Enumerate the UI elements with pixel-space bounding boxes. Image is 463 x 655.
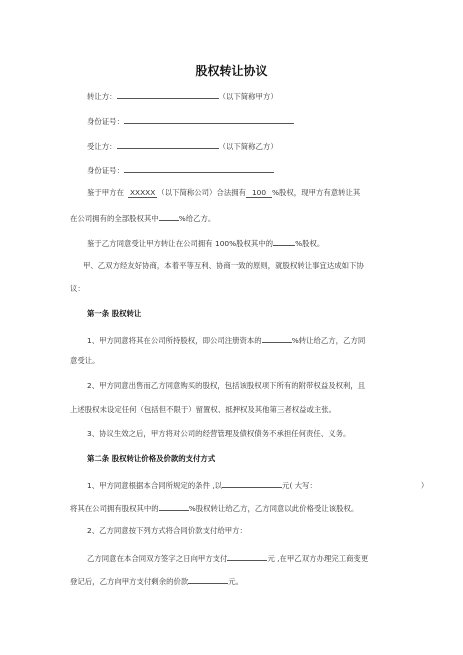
recital3-line2: 议： [70, 284, 85, 293]
company-name: XXXXX [129, 188, 156, 197]
article1-clause2-line2: 上述股权未设定任何（包括但不限于）留置权、抵押权及其他第三者权益或主张。 [70, 405, 337, 414]
document-title: 股权转让协议 [195, 64, 268, 78]
article2-clause3-line1: 乙方同意在本合同双方签字之日向甲方支付 元 ,在甲乙双方办理完工商变更 [87, 551, 427, 564]
article1-heading: 第一条 股权转让 [87, 309, 142, 318]
article2-clause3-line2: 登记后，乙方向甲方支付剩余的价款 元。 [70, 574, 410, 587]
transferee-line [87, 139, 427, 152]
article1-clause1-line2: 意受让。 [70, 356, 100, 365]
id2-blank[interactable] [124, 163, 274, 173]
id2-label: 身份证号： [87, 166, 124, 175]
transferor-label: 转让方： [87, 92, 117, 101]
recital1-line2: 在公司拥有的全部股权其中 %给乙方。 [70, 211, 410, 224]
transferor-suffix: （以下简称甲方） [218, 92, 278, 101]
id2-line [87, 163, 427, 176]
recital3-line1: 甲、乙双方经友好协商，本着平等互利、协商一致的原则，就股权转让事宜达成如下协 [83, 261, 364, 270]
transferee-blank[interactable] [117, 139, 219, 149]
recital2-line: 鉴于乙方同意受让甲方转让在公司拥有 100%股权其中的 %股权。 [87, 236, 427, 249]
id1-blank[interactable] [124, 114, 294, 124]
transferee-label: 受让方： [87, 142, 117, 151]
article2-clause2: 2、乙方同意按下列方式将合同价款支付给甲方： [87, 526, 247, 535]
article2-heading: 第二条 股权转让价格及价款的支付方式 [87, 454, 216, 463]
price-blank[interactable] [222, 478, 282, 488]
article1-clause1-line1: 1、甲方同意将其在公司所持股权，即公司注册资本的 %转让给乙方，乙方同 [87, 333, 427, 346]
id1-label: 身份证号： [87, 117, 124, 126]
article1-clause2-line1: 2、甲方同意出售而乙方同意购买的股权，包括该股权项下所有的附带权益及权利，且 [87, 381, 366, 390]
recital1-blank[interactable] [159, 211, 179, 221]
article1-clause3: 3、协议生效之后，甲方将对公司的经营管理及债权债务不承担任何责任、义务。 [87, 429, 351, 438]
transferee-suffix: （以下简称乙方） [218, 142, 278, 151]
transferor-line [87, 89, 427, 102]
recital2-blank[interactable] [273, 236, 295, 246]
transferor-blank[interactable] [117, 89, 219, 99]
article2-clause1-line1: 1、甲方同意根据本合同所规定的条件 ,以 元( 大写： ） [87, 478, 427, 491]
id1-line [87, 114, 427, 127]
article1-percent-blank[interactable] [262, 333, 292, 343]
article2-percent-blank[interactable] [159, 501, 189, 511]
percent-value: 100 [246, 188, 272, 198]
article2-clause1-line2: 将其在公司拥有股权其中的 %股权转让给乙方，乙方同意以此价格受让该股权。 [70, 501, 410, 514]
remaining-payment-blank[interactable] [188, 574, 228, 584]
first-payment-blank[interactable] [227, 551, 267, 561]
recital1-line1: 鉴于甲方在 XXXXX （以下简称公司）合法拥有 100 %股权，现甲方有意转让其 [87, 188, 361, 197]
